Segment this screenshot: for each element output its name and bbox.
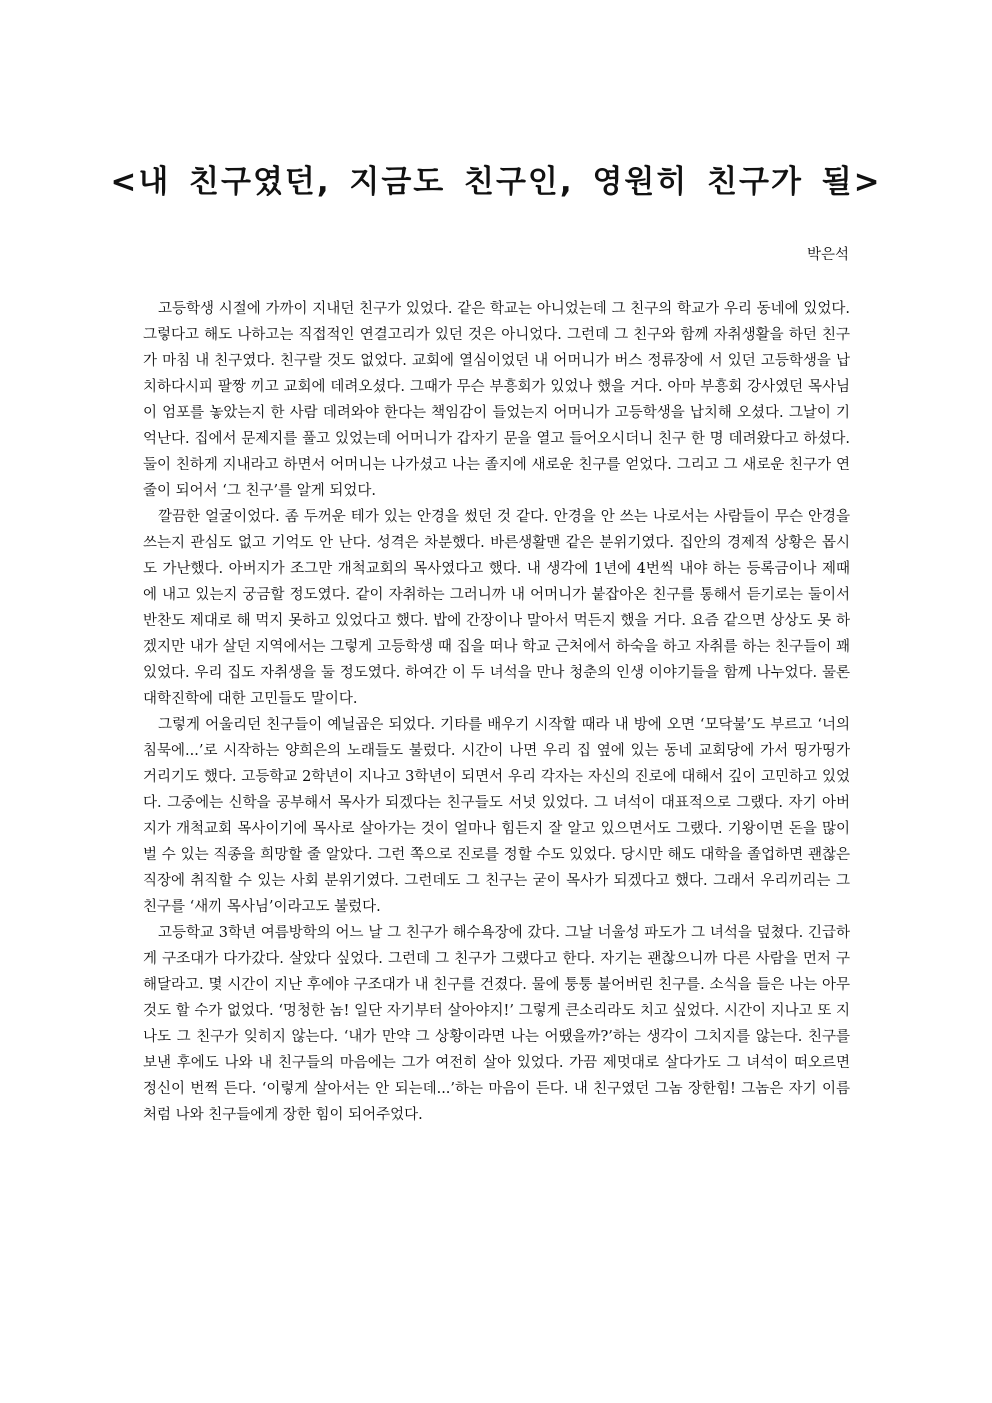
paragraph-1: 고등학생 시절에 가까이 지내던 친구가 있었다. 같은 학교는 아니었는데 그 친구의 학교가 우리 동네에 있었다. 그렇다고 해도 나하고는 직접적인 연결고리가 있던 것은 아니었다. 그런데 그 친구와 함께 자취생활을 하던 친구가 마침 내 친구였다. 친구랄 것도 없었다. 교회에 열심이었던 내 어머니가 버스 정류장에 서 있던 고등학생을 납치하다시피 팔짱 끼고 교회에 데려오셨다. 그때가 무슨 부흥회가 있었나 했을 거다. 아마 부흥회 강사였던 목사님이 엄포를 놓았는지 한 사람 데려와야 한다는 책임감이 들었는지 어머니가 고등학생을 납치해 오셨다. 그날이 기억난다. 집에서 문제지를 풀고 있었는데 어머니가 갑자기 문을 열고 들어오시더니 친구 한 명 데려왔다고 하셨다. 둘이 친하게 지내라고 하면서 어머니는 나가셨고 나는 졸지에 새로운 친구를 얻었다. 그리고 그 새로운 친구가 연줄이 되어서 ‘그 친구’를 알게 되었다.	[143, 301, 850, 499]
document-title: <내 친구였던, 지금도 친구인, 영원히 친구가 될>	[110, 164, 882, 200]
paragraph-4: 고등학교 3학년 여름방학의 어느 날 그 친구가 해수욕장에 갔다. 그날 너울성 파도가 그 녀석을 덮쳤다. 긴급하게 구조대가 다가갔다. 살았다 싶었다. 그런데 그 친구가 그랬다고 한다. 자기는 괜찮으니까 다른 사람을 먼저 구해달라고. 몇 시간이 지난 후에야 구조대가 내 친구를 건졌다. 물에 퉁퉁 불어버린 친구를. 소식을 들은 나는 아무것도 할 수가 없었다. ‘멍청한 놈! 일단 자기부터 살아야지!’ 그렇게 큰소리라도 치고 싶었다. 시간이 지나고 또 지나도 그 친구가 잊히지 않는다. ‘내가 만약 그 상황이라면 나는 어땠을까?’하는 생각이 그치지를 않는다. 친구를 보낸 후에도 나와 내 친구들의 마음에는 그가 여전히 살아 있었다. 가끔 제멋대로 살다가도 그 녀석이 떠오르면 정신이 번쩍 든다. ‘이렇게 살아서는 안 되는데...’하는 마음이 든다. 내 친구였던 그놈 장한힘! 그놈은 자기 이름처럼 나와 친구들에게 장한 힘이 되어주었다.	[143, 925, 850, 1123]
body-text	[143, 296, 850, 1128]
paragraph-3: 그렇게 어울리던 친구들이 예닐곱은 되었다. 기타를 배우기 시작할 때라 내 방에 오면 ‘모닥불’도 부르고 ‘너의 침묵에...’로 시작하는 양희은의 노래들도 불렀다. 시간이 나면 우리 집 옆에 있는 동네 교회당에 가서 띵가띵가 거리기도 했다. 고등학교 2학년이 지나고 3학년이 되면서 우리 각자는 자신의 진로에 대해서 깊이 고민하고 있었다. 그중에는 신학을 공부해서 목사가 되겠다는 친구들도 서넛 있었다. 그 녀석이 대표적으로 그랬다. 자기 아버지가 개척교회 목사이기에 목사로 살아가는 것이 얼마나 힘든지 잘 알고 있으면서도 그랬다. 기왕이면 돈을 많이 벌 수 있는 직종을 희망할 줄 알았다. 그런 쪽으로 진로를 정할 수도 있었다. 당시만 해도 대학을 졸업하면 괜찮은 직장에 취직할 수 있는 사회 분위기였다. 그런데도 그 친구는 굳이 목사가 되겠다고 했다. 그래서 우리끼리는 그 친구를 ‘새끼 목사님’이라고도 불렀다.	[143, 717, 850, 915]
paragraph-2: 깔끔한 얼굴이었다. 좀 두꺼운 테가 있는 안경을 썼던 것 같다. 안경을 안 쓰는 나로서는 사람들이 무슨 안경을 쓰는지 관심도 없고 기억도 안 난다. 성격은 차분했다. 바른생활맨 같은 분위기였다. 집안의 경제적 상황은 몹시도 가난했다. 아버지가 조그만 개척교회의 목사였다고 했다. 내 생각에 1년에 4번씩 내야 하는 등록금이나 제때에 내고 있는지 궁금할 정도였다. 같이 자취하는 그러니까 내 어머니가 붙잡아온 친구를 통해서 듣기로는 둘이서 반찬도 제대로 해 먹지 못하고 있었다고 했다. 밥에 간장이나 말아서 먹든지 했을 거다. 요즘 같으면 상상도 못 하겠지만 내가 살던 지역에서는 그렇게 고등학생 때 집을 떠나 학교 근처에서 하숙을 하고 자취를 하는 친구들이 꽤 있었다. 우리 집도 자취생을 둘 정도였다. 하여간 이 두 녀석을 만나 청춘의 인생 이야기들을 함께 나누었다. 물론 대학진학에 대한 고민들도 말이다.	[143, 509, 850, 707]
author-name: 박은석	[806, 247, 849, 263]
